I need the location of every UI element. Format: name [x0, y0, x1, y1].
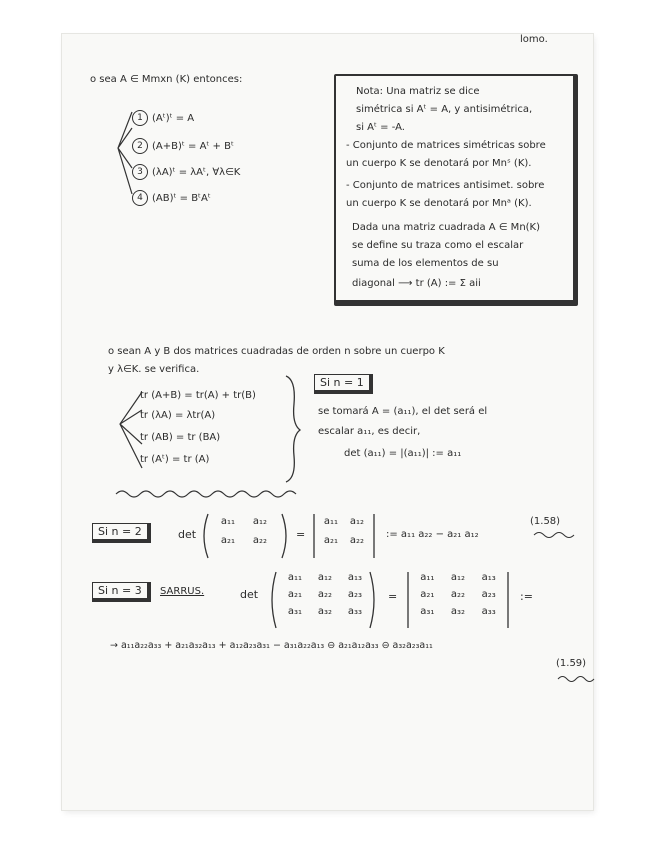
equals-sign: = [388, 590, 398, 603]
transpose-intro: o sea A ∈ Mmxn (K) entonces: [90, 74, 243, 85]
matrix-entry: a₃₃ [481, 606, 496, 617]
det-label: det [240, 588, 259, 601]
note-line: Dada una matriz cuadrada A ∈ Mn(K) [352, 222, 541, 233]
sarrus-expansion: → a₁₁a₂₂a₃₃ + a₂₁a₃₂a₁₃ + a₁₂a₂₃a₃₁ − a₃₁a₂₂a₁₃ ⊖ a₂₁a₁₂a₃₃ ⊖ a₃₂a₂₃a₁₁ [110, 640, 433, 651]
note-line: se define su traza como el escalar [352, 240, 524, 251]
note-line: suma de los elementos de su [352, 258, 499, 269]
note-line: - Conjunto de matrices simétricas sobre [346, 140, 546, 151]
determinant-3x3 [412, 572, 504, 617]
matrix-entry: a₂₁ [420, 589, 435, 600]
matrix-entry: a₂₃ [347, 589, 363, 600]
corner-label: lomo. [520, 34, 548, 45]
prop-text: (A+B)ᵗ = Aᵗ + Bᵗ [152, 141, 234, 152]
matrix-entry: a₂₁ [287, 589, 303, 600]
matrix-entry: a₁₃ [481, 572, 496, 583]
trace-intro-line: y λ∈K. se verifica. [108, 364, 200, 375]
trace-prop-1: tr (A+B) = tr(A) + tr(B) [140, 390, 256, 401]
trace-prop-2: tr (λA) = λtr(A) [140, 410, 216, 421]
matrix-entry: a₃₁ [287, 606, 303, 617]
note-line: simétrica si Aᵗ = A, y antisimétrica, [356, 104, 533, 115]
prop-number: 1 [132, 110, 148, 126]
matrix-entry: a₃₁ [420, 606, 435, 617]
matrix-3x3 [280, 572, 370, 617]
matrix-entry: a₁₂ [349, 516, 365, 527]
equals-sign: = [296, 528, 306, 541]
property-brace [114, 108, 134, 208]
note-line: si Aᵗ = -A. [356, 122, 405, 133]
squiggle-underline [534, 530, 574, 540]
matrix-entry: a₂₂ [349, 535, 365, 546]
squiggle-separator [116, 486, 296, 502]
trace-intro-line: o sean A y B dos matrices cuadradas de orden n sobre un cuerpo K [108, 346, 445, 357]
matrix-entry: a₃₂ [317, 606, 333, 617]
transpose-prop-2 [132, 138, 234, 154]
matrix-entry: a₁₁ [220, 516, 236, 527]
matrix-entry: a₁₃ [347, 572, 363, 583]
matrix-entry: a₁₂ [450, 572, 466, 583]
prop-text: (λA)ᵗ = λAᵗ, ∀λ∈K [152, 167, 241, 178]
prop-text: (Aᵗ)ᵗ = A [152, 113, 195, 124]
note-line: - Conjunto de matrices antisimet. sobre [346, 180, 545, 191]
case-n3-label: Si n = 3 [92, 582, 151, 602]
matrix-entry: a₁₂ [317, 572, 333, 583]
matrix-entry: a₁₁ [323, 516, 339, 527]
case-n2-label: Si n = 2 [92, 523, 151, 543]
transpose-prop-1 [132, 110, 194, 126]
matrix-entry: a₃₃ [347, 606, 363, 617]
case-n1-line: det (a₁₁) = |(a₁₁)| := a₁₁ [344, 448, 462, 459]
matrix-entry: a₂₂ [317, 589, 333, 600]
prop-number: 4 [132, 190, 148, 206]
eq-ref-159: (1.59) [556, 658, 587, 669]
eq-ref-158: (1.58) [530, 516, 561, 527]
prop-number: 3 [132, 164, 148, 180]
case-n1-line: escalar a₁₁, es decir, [318, 426, 421, 437]
note-line: un cuerpo K se denotará por Mnˢ (K). [346, 158, 532, 169]
matrix-entry: a₂₁ [323, 535, 339, 546]
note-line: un cuerpo K se denotará por Mnᵃ (K). [346, 198, 532, 209]
case-n1-label: Si n = 1 [314, 374, 373, 394]
transpose-prop-4 [132, 190, 211, 206]
trace-prop-4: tr (Aᵗ) = tr (A) [140, 454, 210, 465]
matrix-entry: a₂₃ [481, 589, 496, 600]
matrix-entry: a₁₁ [287, 572, 303, 583]
matrix-entry: a₂₂ [450, 589, 466, 600]
determinant-2x2 [318, 516, 370, 546]
matrix-entry: a₂₁ [220, 535, 236, 546]
note-box [334, 74, 578, 306]
case-n1-line: se tomará A = (a₁₁), el det será el [318, 406, 488, 417]
trace-prop-3: tr (AB) = tr (BA) [140, 432, 221, 443]
prop-number: 2 [132, 138, 148, 154]
note-line: Nota: Una matriz se dice [356, 86, 480, 97]
matrix-2x2 [212, 516, 276, 546]
prop-text: (AB)ᵗ = BᵗAᵗ [152, 193, 211, 204]
note-line: diagonal ⟶ tr (A) := Σ aii [352, 278, 481, 289]
matrix-entry: a₃₂ [450, 606, 466, 617]
squiggle-underline [558, 674, 594, 684]
n3-assign: := [520, 590, 533, 603]
matrix-entry: a₁₁ [420, 572, 435, 583]
trace-right-brace [282, 374, 302, 484]
det-label: det [178, 528, 197, 541]
n2-result: := a₁₁ a₂₂ − a₂₁ a₁₂ [386, 529, 479, 540]
matrix-entry: a₂₂ [252, 535, 268, 546]
sarrus-label: SARRUS. [160, 586, 205, 597]
transpose-prop-3 [132, 164, 240, 180]
matrix-entry: a₁₂ [252, 516, 268, 527]
